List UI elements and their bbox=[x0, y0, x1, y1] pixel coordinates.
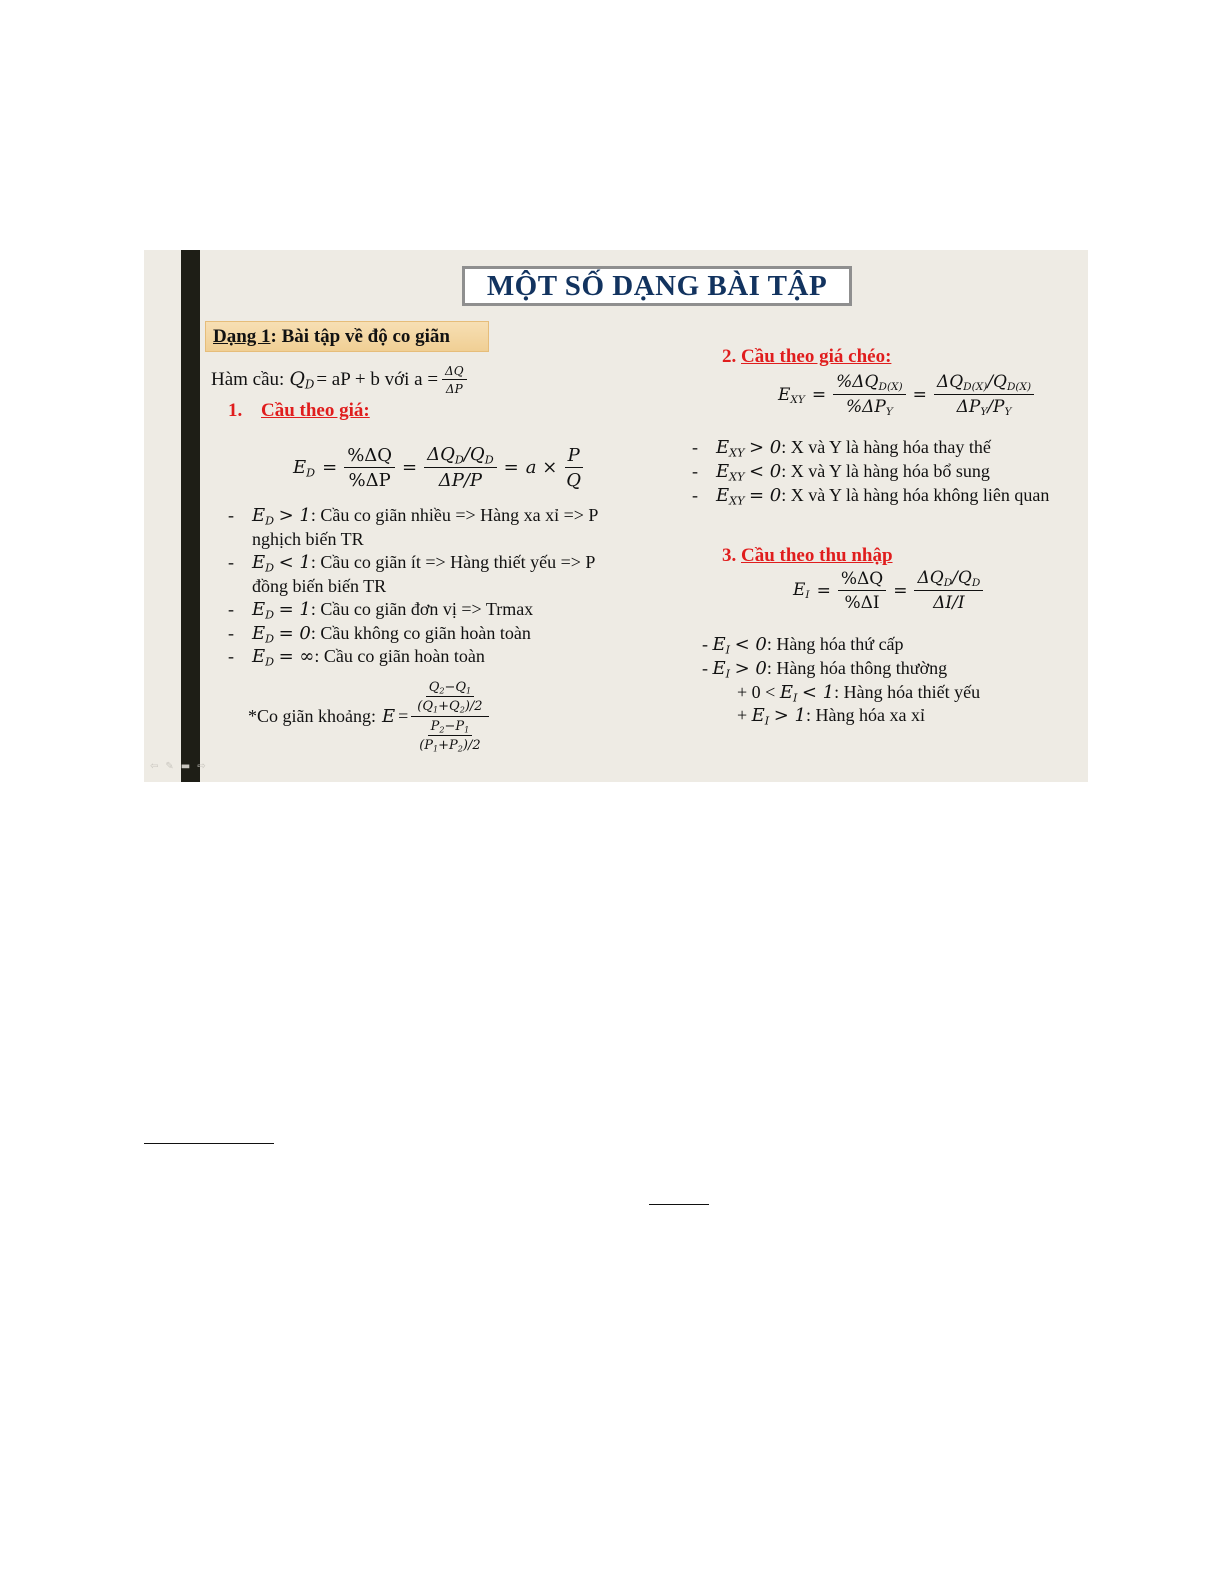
section3-bullet-2: - $E_I > 0$: Hàng hóa thông thường bbox=[702, 658, 948, 681]
ham-cau-qd: $Q_D$ bbox=[289, 368, 315, 392]
bullet-cond: < 1 bbox=[801, 682, 835, 703]
a-denominator: ΔP bbox=[445, 382, 463, 396]
ed-f1-num: %ΔQ bbox=[344, 445, 395, 468]
bullet-prefix: + 0 < bbox=[737, 682, 780, 702]
ei-formula: $E_I$ = $\frac{\%\Delta Q}{\%\Delta I}$ = $\frac{\Delta Q_D/Q_D}{\Delta I/I}$ bbox=[793, 568, 983, 613]
section3-heading bbox=[722, 545, 893, 567]
ed-symbol: $E_D$ bbox=[293, 456, 316, 479]
bullet-cond: > 0 bbox=[748, 437, 782, 458]
slide-title-box bbox=[462, 266, 852, 306]
ed-fraction-1 bbox=[344, 445, 395, 491]
ham-cau-line bbox=[211, 364, 467, 396]
bullet-cond: < 0 bbox=[748, 461, 782, 482]
section1-bullet-4: - $E_D = 0$: Cầu không co giãn hoàn toàn bbox=[228, 623, 531, 646]
section3-bullet-3: + $0 < E_I < 1$: Hàng hóa thiết yếu bbox=[737, 682, 981, 705]
bullet-cond: = 1 bbox=[278, 599, 311, 620]
next-icon: ⇨ bbox=[197, 761, 213, 772]
section1-title: Cầu theo giá: bbox=[261, 400, 370, 421]
bullet-text: : X và Y là hàng hóa bổ sung bbox=[781, 461, 990, 481]
section3-title: Cầu theo thu nhập bbox=[741, 545, 893, 566]
bullet-text: : Hàng hóa xa xỉ bbox=[805, 705, 925, 725]
bullet-text: : Cầu không co giãn hoàn toàn bbox=[310, 623, 531, 643]
slide-title: MỘT SỐ DẠNG BÀI TẬP bbox=[486, 269, 828, 302]
prev-icon: ⇦ bbox=[150, 761, 166, 772]
slide-side-bar bbox=[181, 250, 200, 782]
dang1-label: Dạng 1 bbox=[213, 325, 271, 347]
ed-f3-den: Q bbox=[566, 469, 582, 491]
khoang-q-diff: $Q_2-Q_1$ bbox=[426, 680, 474, 697]
bullet-cond: < 1 bbox=[278, 552, 311, 573]
bullet-cond: = 0 bbox=[278, 623, 311, 644]
ed-f3: a × bbox=[525, 457, 558, 479]
bullet-cond: = 0 bbox=[748, 485, 782, 506]
ed-f2-num: $\Delta Q_D/Q_D$ bbox=[424, 444, 497, 468]
ed-formula: $E_D$ = $\frac{\%\Delta Q}{\%\Delta P}$ = $\frac{\Delta Q_D/Q_D}{\Delta P/P}$ = a × $\frac{P}{Q}$ bbox=[293, 444, 584, 491]
a-numerator: ΔQ bbox=[442, 364, 467, 380]
section3-number: 3. bbox=[722, 545, 737, 566]
ed-fraction-3 bbox=[563, 445, 584, 491]
bullet-cond: > 1 bbox=[773, 705, 806, 726]
khoang-q-avg: $(Q_1+Q_2)/2$ bbox=[417, 699, 483, 715]
bullet-prefix: - bbox=[702, 634, 713, 654]
section3-bullet-4: + $E_I > 1$: Hàng hóa xa xỉ bbox=[737, 705, 925, 728]
khoang-p-avg: $(P_1+P_2)/2$ bbox=[419, 738, 481, 754]
bullet-cond: = ∞ bbox=[278, 646, 315, 667]
section3-bullet-1: - $E_I < 0$: Hàng hóa thứ cấp bbox=[702, 634, 904, 657]
bullet-prefix: - bbox=[702, 658, 713, 678]
ed-f2-den: ΔP/P bbox=[438, 470, 483, 492]
section1-heading bbox=[228, 400, 370, 422]
khoang-p-diff: $P_2-P_1$ bbox=[428, 719, 473, 736]
slide-nav-icons bbox=[150, 761, 213, 772]
section1-bullet-1-cont: nghịch biến TR bbox=[252, 529, 364, 549]
ham-cau-a-fraction bbox=[442, 364, 467, 396]
section2-title: Cầu theo giá chéo: bbox=[741, 346, 892, 367]
section2-bullet-2: - $E_{XY} < 0$: X và Y là hàng hóa bổ sung bbox=[692, 461, 990, 484]
section1-bullet-5: - $E_D$ = ∞: Cầu co giãn hoàn toàn bbox=[228, 646, 485, 669]
menu-icon: ▬ bbox=[180, 761, 198, 772]
section1-bullet-3: - $E_D = 1$: Cầu co giãn đơn vị => Trmax bbox=[228, 599, 534, 622]
co-gian-khoang: *Co giãn khoảng: E = $\frac{\frac{Q_2-Q_1}{(Q_1+Q_2)/2}}{\frac{P_2-P_1}{(P_1+P_2)/2}}$ bbox=[248, 680, 489, 754]
dang1-box bbox=[205, 321, 489, 352]
exy-formula: $E_{XY}$ = $\frac{\%\Delta Q_{D(X)}}{\%\Delta P_Y}$ = $\frac{\Delta Q_{D(X)}/Q_{D(X)}}{\Delta P_Y/P_Y}$ bbox=[778, 372, 1034, 418]
bullet-cond: < 0 bbox=[734, 634, 767, 655]
section1-bullet-1: - $E_D > 1$: Cầu co giãn nhiều => Hàng xa xỉ => P bbox=[228, 505, 599, 528]
section1-bullet-2: - $E_D < 1$: Cầu co giãn ít => Hàng thiết yếu => P bbox=[228, 552, 596, 575]
bullet-text: : X và Y là hàng hóa thay thế bbox=[781, 437, 991, 457]
bullet-cond: > 0 bbox=[734, 658, 767, 679]
bullet-text: : Cầu co giãn nhiều => Hàng xa xỉ => P bbox=[310, 505, 599, 525]
footnote-rule bbox=[144, 1143, 274, 1144]
pen-icon: ✎ bbox=[165, 761, 181, 772]
bullet-prefix: + bbox=[737, 705, 752, 725]
khoang-fraction bbox=[411, 680, 488, 754]
bullet-text: : Hàng hóa thứ cấp bbox=[766, 634, 904, 654]
section2-number: 2. bbox=[722, 346, 737, 367]
section2-heading bbox=[722, 346, 891, 368]
section1-number: 1. bbox=[228, 400, 243, 421]
bullet-text: : X và Y là hàng hóa không liên quan bbox=[781, 485, 1050, 505]
bullet-text: : Cầu co giãn đơn vị => Trmax bbox=[310, 599, 534, 619]
section2-bullet-1: - $E_{XY} > 0$: X và Y là hàng hóa thay thế bbox=[692, 437, 991, 460]
bullet-cond: > 1 bbox=[278, 505, 311, 526]
bullet-text: : Hàng hóa thiết yếu bbox=[834, 682, 981, 702]
bullet-text: : Hàng hóa thông thường bbox=[766, 658, 948, 678]
section1-bullet-2-cont: đồng biến biến TR bbox=[252, 576, 387, 596]
ed-fraction-2 bbox=[424, 444, 497, 491]
ed-f1-den: %ΔP bbox=[348, 469, 391, 491]
khoang-label: *Co giãn khoảng: bbox=[248, 706, 376, 727]
ed-f3-num: P bbox=[565, 445, 583, 468]
bullet-text: : Cầu co giãn ít => Hàng thiết yếu => P bbox=[310, 552, 596, 572]
dang1-text: : Bài tập về độ co giãn bbox=[270, 325, 450, 347]
short-rule bbox=[649, 1204, 709, 1205]
section2-bullet-3: - $E_{XY} = 0$: X và Y là hàng hóa không liên quan bbox=[692, 485, 1050, 508]
bullet-text: : Cầu co giãn hoàn toàn bbox=[314, 646, 485, 666]
ham-cau-eq: = aP + b với a = bbox=[316, 369, 439, 390]
ham-cau-prefix: Hàm cầu: bbox=[211, 369, 285, 390]
